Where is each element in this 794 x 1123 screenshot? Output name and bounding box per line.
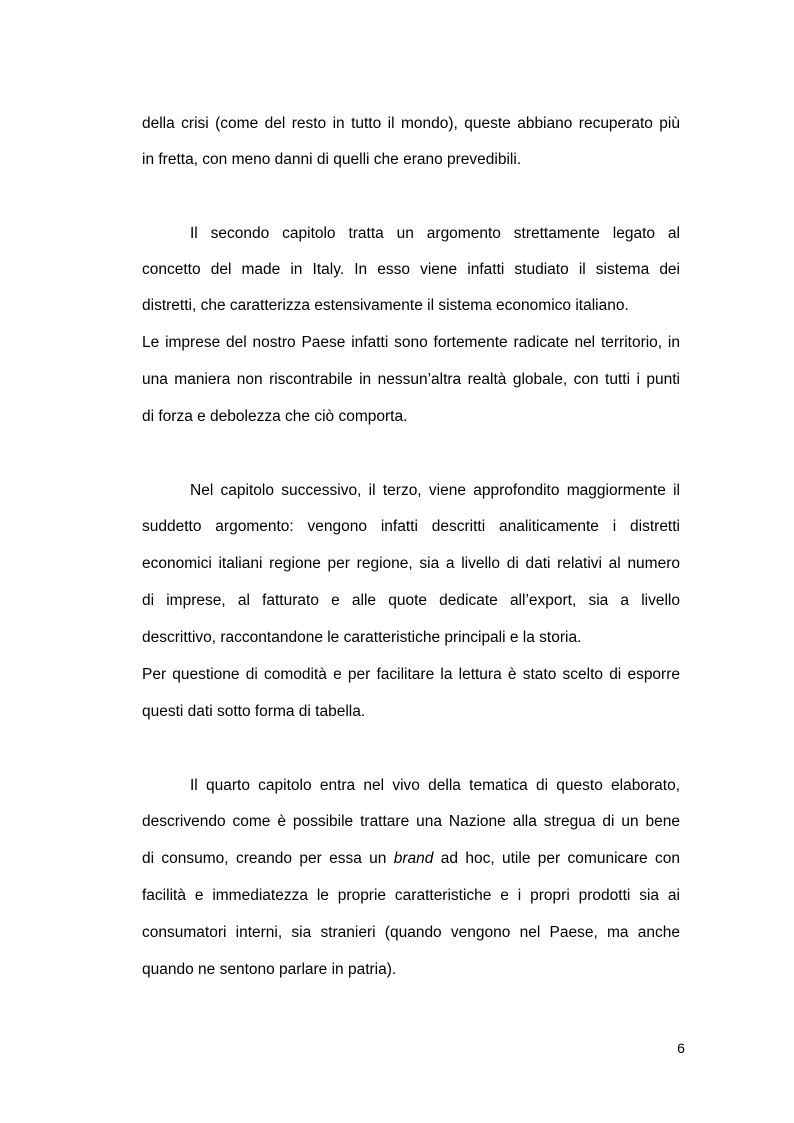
text-line: Il secondo capitolo tratta un argomento strettamente legato al: [190, 225, 680, 242]
text-line: facilità e immediatezza le proprie caratteristiche e i propri prodotti sia ai: [142, 887, 680, 904]
text-line: Il quarto capitolo entra nel vivo della tematica di questo elaborato,: [190, 777, 680, 794]
text-line: di imprese, al fatturato e alle quote dedicate all’export, sia a livello: [142, 592, 680, 609]
emphasis-brand: brand: [393, 850, 434, 867]
text-line-with-emphasis: [142, 849, 680, 869]
text-line: concetto del made in Italy. In esso viene infatti studiato il sistema dei: [142, 261, 680, 278]
text-line: Le imprese del nostro Paese infatti sono fortemente radicate nel territorio, in: [142, 334, 680, 351]
text-segment: di consumo, creando per essa un: [142, 850, 394, 867]
text-line: economici italiani regione per regione, sia a livello di dati relativi al numero: [142, 555, 680, 572]
text-line: Nel capitolo successivo, il terzo, viene approfondito maggiormente il: [190, 482, 680, 499]
text-line: in fretta, con meno danni di quelli che erano prevedibili.: [142, 151, 522, 168]
text-line: della crisi (come del resto in tutto il mondo), queste abbiano recuperato più: [142, 115, 680, 132]
text-line: questi dati sotto forma di tabella.: [142, 703, 366, 720]
text-line: quando ne sentono parlare in patria).: [142, 961, 397, 978]
text-line: di forza e debolezza che ciò comporta.: [142, 408, 408, 425]
text-line: Per questione di comodità e per facilitare la lettura è stato scelto di esporre: [142, 666, 680, 683]
text-line: descrittivo, raccontandone le caratteristiche principali e la storia.: [142, 629, 582, 646]
page-number: 6: [677, 1040, 685, 1056]
text-segment: ad hoc, utile per comunicare con: [433, 850, 681, 867]
text-line: una maniera non riscontrabile in nessun’altra realtà globale, con tutti i punti: [142, 371, 680, 388]
text-line: suddetto argomento: vengono infatti descritti analiticamente i distretti: [142, 518, 680, 535]
text-line: descrivendo come è possibile trattare una Nazione alla stregua di un bene: [142, 813, 680, 830]
text-line: distretti, che caratterizza estensivamente il sistema economico italiano.: [142, 297, 629, 314]
text-line: consumatori interni, sia stranieri (quando vengono nel Paese, ma anche: [142, 924, 680, 941]
